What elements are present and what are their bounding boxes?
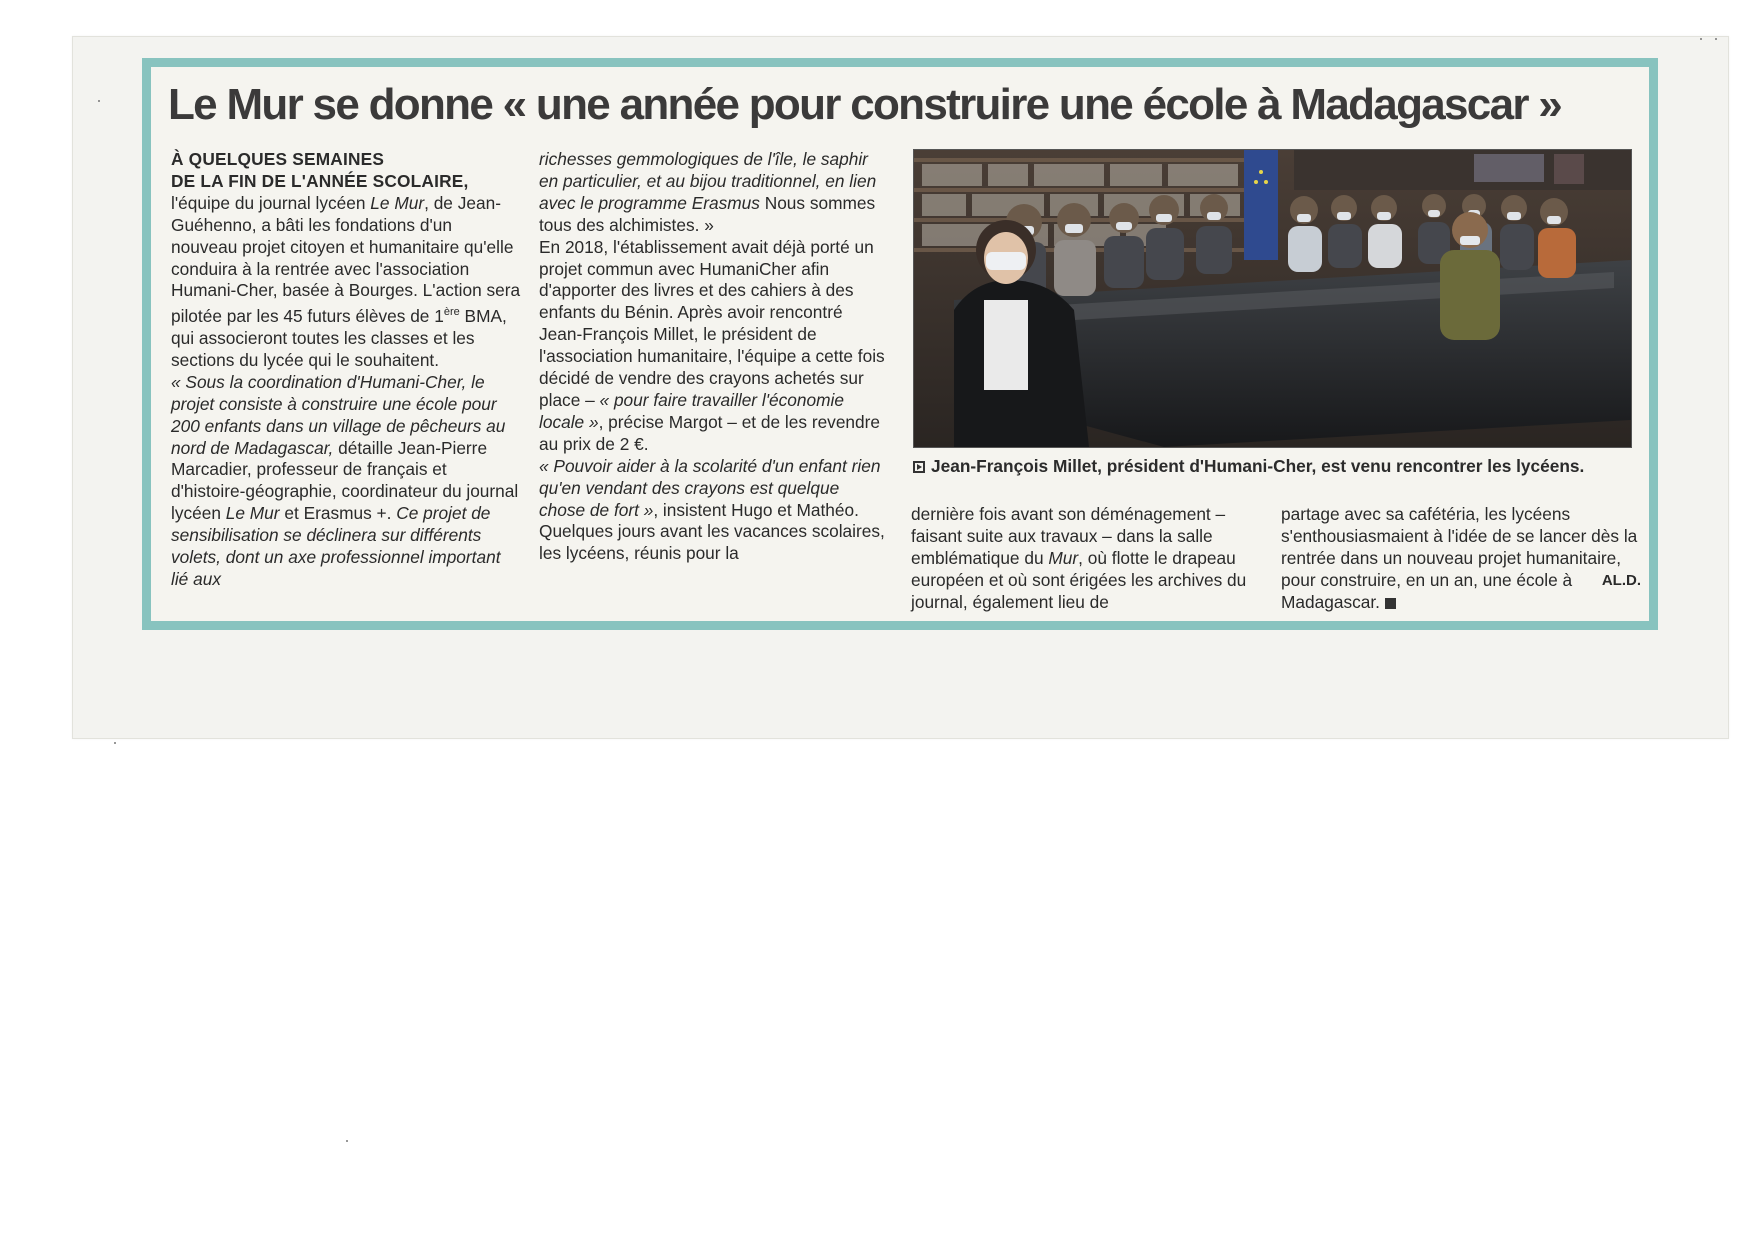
body-text: dernière fois avant son déménagement – faisant suite aux travaux – dans la salle emblématique du <box>911 504 1226 568</box>
body-text: En 2018, l'établissement avait déjà porté un projet commun avec HumaniCher afin d'apporter des livres et des cahiers à des enfants du Bénin. Après avoir rencontré Jean-François Millet, le président de l'association humanitaire, l'équipe a cette fois décidé de vendre des crayons achetés sur place – <box>539 236 885 410</box>
end-of-article-mark <box>1385 598 1396 609</box>
body-text: , insistent Hugo et Mathéo. <box>653 499 859 520</box>
body-text: Quelques jours avant les vacances scolaires, les lycéens, réunis pour la <box>539 521 885 564</box>
article-headline: Le Mur se donne « une année pour construire une école à Madagascar » <box>168 80 1562 129</box>
body-text: , précise Margot – et de les revendre au prix de 2 €. <box>539 411 881 454</box>
body-text: Nous sommes tous des alchimistes. » <box>539 192 876 235</box>
body-text: , de Jean-Guéhenno, a bâti les fondations d'un nouveau projet citoyen et humanitaire qu'elle conduira à la rentrée avec l'association Humani-Cher, basée à Bourges. L'action sera pilotée par les 45 futurs élèves de 1 <box>171 192 521 327</box>
caption-text: Jean-François Millet, président d'Humani-Cher, est venu rencontrer les lycéens. <box>931 456 1585 476</box>
photo-caption <box>913 455 1643 477</box>
classroom-photo <box>914 150 1631 447</box>
journal-name: Le Mur <box>225 503 280 524</box>
body-text: partage avec sa cafétéria, les lycéens s'enthousiasmaient à l'idée de se lancer dès la rentrée dans un nouveau projet humanitaire, pour construire, en un an, une école à Madagascar. <box>1281 504 1638 612</box>
body-text: détaille Jean-Pierre Marcadier, professeur de français et d'histoire-géographie, coordinateur du journal lycéen <box>171 437 519 524</box>
quote: « Sous la coordination d'Humani-Cher, le projet consiste à construire une école pour 200 enfants dans un village de pêcheurs au nord de Madagascar, <box>171 371 506 458</box>
author-signature: AL.D. <box>1601 572 1641 590</box>
body-text: , où flotte le drapeau européen et où sont érigées les archives du journal, également lieu de <box>911 547 1247 612</box>
newspaper-article <box>142 58 1658 630</box>
article-column-1 <box>171 149 521 591</box>
journal-name: Mur <box>1048 547 1079 568</box>
quote: « Pouvoir aider à la scolarité d'un enfant rien qu'en vendant des crayons est quelque chose de fort » <box>539 455 881 520</box>
article-photo <box>913 149 1632 448</box>
journal-name: Le Mur <box>370 192 425 213</box>
lead-line-2: DE LA FIN DE L'ANNÉE SCOLAIRE, <box>171 170 469 191</box>
body-text: BMA, qui associeront toutes les classes et les sections du lycée qui le souhaitent. <box>171 306 507 370</box>
lead-line-1: À QUELQUES SEMAINES <box>171 149 385 169</box>
article-column-2 <box>539 149 887 565</box>
body-text: et Erasmus +. <box>279 503 397 524</box>
superscript: ère <box>443 306 460 319</box>
photo-caption-icon <box>913 461 925 473</box>
scan-speck <box>114 742 116 744</box>
scan-speck <box>98 100 100 102</box>
article-column-4 <box>1281 504 1641 612</box>
scan-speck <box>1715 38 1717 40</box>
quote: « pour faire travailler l'économie locale » <box>539 389 844 432</box>
scan-speck <box>1700 38 1702 40</box>
quote: Ce projet de sensibilisation se déclinera sur différents volets, dont un axe professionnel important lié aux <box>171 503 501 589</box>
body-text: l'équipe du journal lycéen <box>171 192 371 213</box>
article-column-3 <box>911 504 1261 614</box>
quote: richesses gemmologiques de l'île, le saphir en particulier, et au bijou traditionnel, en lien avec le programme Erasmus <box>539 149 877 213</box>
scan-speck <box>346 1140 348 1142</box>
